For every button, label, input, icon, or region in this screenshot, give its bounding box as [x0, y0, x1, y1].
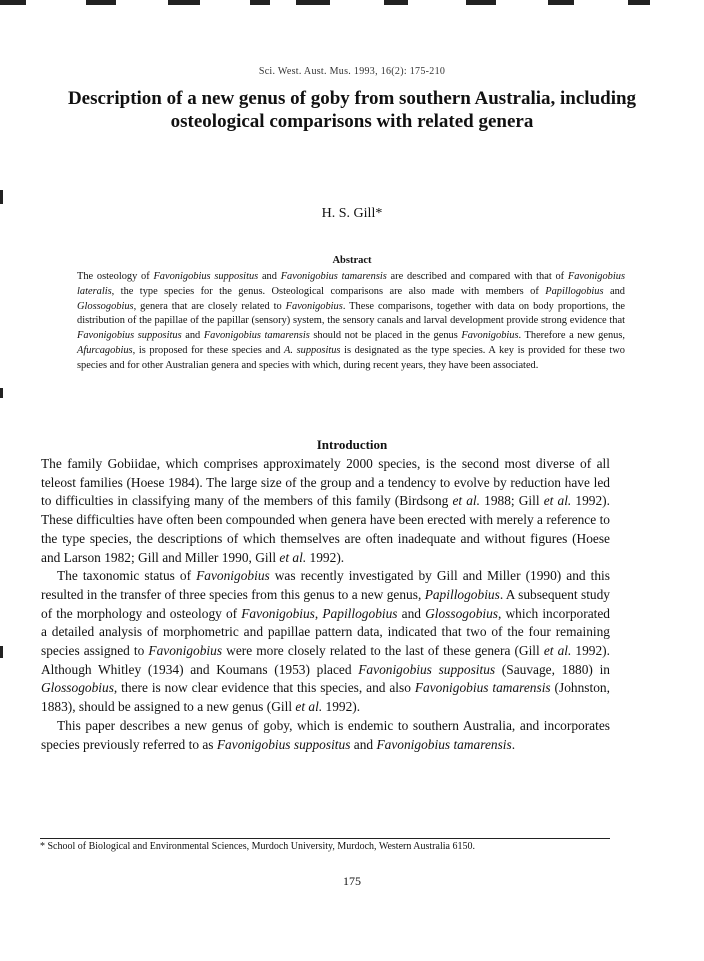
abstract-text-run: . These comparisons, together with data on body proportions, the distribution of the papillae of the papillar (sensory) system, the sensory canals and larval development provide strong evidence that — [77, 300, 625, 327]
intro-text-run: , which incorporated a detailed analysis of morphometric and papillae pattern data, indicated that two of the four remaining species assigned to — [41, 605, 610, 659]
intro-italic-term: Favonigobius tamarensis — [376, 736, 512, 752]
intro-text-run: and — [397, 605, 426, 621]
intro-italic-term: et al. — [543, 643, 572, 659]
intro-text-run: were more closely related to the last of these genera (Gill — [222, 643, 544, 659]
intro-text-run: 1988; Gill — [480, 493, 544, 509]
abstract-text-run: is designated as the type species. A key is provided for these two species and for other Australian genera and species with which, during recent years, they have been associated. — [77, 344, 625, 371]
abstract-text-run: and — [181, 330, 204, 341]
abstract-italic-term: Glossogobius — [77, 300, 134, 312]
abstract-italic-term: Papillogobius — [545, 285, 604, 297]
abstract-italic-term: Favonigobius tamarensis — [280, 271, 387, 282]
intro-italic-term: Papillogobius — [424, 586, 500, 602]
footnote-rule — [40, 838, 610, 839]
intro-paragraph-3 — [41, 717, 610, 754]
intro-italic-term: Favonigobius suppositus — [216, 736, 351, 752]
intro-text-run: (Johnston, 1883), should be assigned to a new genus (Gill — [41, 680, 610, 715]
intro-italic-term: Favonigobius tamarensis — [414, 680, 551, 696]
intro-italic-term: et al. — [279, 549, 307, 565]
abstract-italic-term: Favonigobius — [285, 300, 343, 312]
intro-italic-term: Papillogobius — [322, 605, 398, 621]
intro-text-run: , there is now clear evidence that this species, and also — [113, 680, 415, 696]
intro-italic-term: et al. — [452, 493, 481, 509]
intro-italic-term: Glossogobius — [41, 680, 114, 696]
abstract-italic-term: Favonigobius lateralis — [77, 271, 626, 297]
intro-italic-term: Favonigobius — [241, 605, 315, 621]
intro-text-run: (Sauvage, 1880) in — [495, 661, 610, 677]
intro-text-run: . A subsequent study of the morphology and osteology of — [41, 586, 610, 621]
article-title: Description of a new genus of goby from southern Australia, including osteological comparisons with related genera — [67, 88, 637, 132]
abstract-italic-term: Favonigobius tamarensis — [203, 330, 310, 341]
abstract-text — [77, 270, 625, 373]
intro-text-run: 1992). These difficulties have often been compounded when genera have been erected with merely a reference to the type species, the descriptions of which themselves are often inadequate and without figures (Hoese and Larson 1982; Gill and Miller 1990, Gill — [41, 493, 610, 565]
abstract-text-run: , genera that are closely related to — [133, 300, 286, 312]
introduction-body — [41, 455, 610, 754]
author-affiliation-footnote: * School of Biological and Environmental Sciences, Murdoch University, Murdoch, Western Australia 6150. — [40, 841, 475, 852]
intro-italic-term: et al. — [295, 699, 323, 715]
intro-italic-term: Favonigobius — [196, 568, 270, 584]
intro-italic-term: Favonigobius suppositus — [358, 661, 496, 677]
intro-text-run: 1992). Although Whitley (1934) and Koumans (1953) placed — [41, 643, 610, 677]
introduction-heading: Introduction — [316, 437, 388, 452]
abstract-italic-term: A. suppositus — [284, 344, 341, 356]
abstract-italic-term: Afurcagobius — [77, 344, 133, 356]
abstract-italic-term: Favonigobius suppositus — [153, 271, 259, 282]
intro-text-run: . — [511, 736, 516, 752]
intro-text-run: , — [314, 605, 323, 621]
running-head: Sci. West. Aust. Mus. 1993, 16(2): 175-210 — [258, 66, 446, 77]
abstract-text-run: . Therefore a new genus, — [518, 330, 625, 341]
intro-paragraph-2 — [41, 567, 610, 717]
intro-text-run: This paper describes a new genus of goby, which is endemic to southern Australia, and incorporates species previously referred to as — [41, 717, 610, 752]
scan-edge-marks — [0, 0, 704, 8]
abstract-heading: Abstract — [332, 255, 372, 266]
intro-text-run: 1992). — [306, 549, 345, 565]
abstract-italic-term: Favonigobius — [461, 330, 519, 341]
author-name: H. S. Gill* — [321, 206, 383, 221]
abstract-text-run: , the type species for the genus. Osteological comparisons are also made with members of — [111, 285, 546, 297]
abstract-text-run: are described and compared with that of — [386, 271, 568, 282]
abstract-text-run: and — [603, 285, 625, 297]
abstract-text-run: , is proposed for these species and — [132, 344, 285, 356]
intro-italic-term: Favonigobius — [148, 643, 223, 659]
abstract-text-run: and — [258, 271, 281, 282]
intro-text-run: 1992). — [322, 699, 361, 715]
intro-text-run: and — [350, 736, 377, 752]
abstract-text-run: The osteology of — [77, 271, 154, 282]
intro-paragraph-1 — [41, 455, 610, 567]
intro-text-run: was recently investigated by Gill and Miller (1990) and this resulted in the transfer of three species from this genus to a new genus, — [41, 568, 610, 602]
intro-text-run: The family Gobiidae, which comprises approximately 2000 species, is the second most diverse of all teleost families (Hoese 1984). The large size of the group and a tendency to evolve by reduction have led to difficulties in classifying many of the members of this family (Birdsong — [41, 456, 610, 509]
abstract-text-run: should not be placed in the genus — [309, 330, 462, 341]
page-number: 175 — [343, 874, 361, 888]
intro-italic-term: et al. — [543, 493, 572, 509]
intro-text-run: The taxonomic status of — [57, 568, 197, 584]
intro-italic-term: Glossogobius — [425, 605, 499, 621]
abstract-italic-term: Favonigobius suppositus — [77, 330, 182, 341]
